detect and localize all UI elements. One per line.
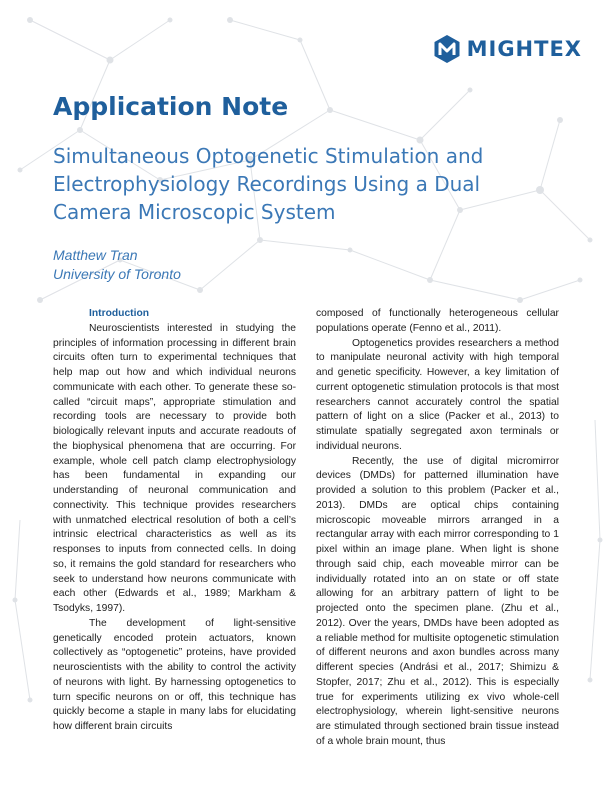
author-affiliation: University of Toronto: [53, 266, 181, 282]
paragraph: Recently, the use of digital micromirror devices (DMDs) for patterned illumination have provided a solution to this problem (Packer et al., 2013). DMDs are optical chips containing microscopic moveable mirrors arranged in a rectangular array with each mirror corresponding to 1 pixel within an image plane. When light is shone through said chip, each moveable mirror can be individually rotated into an on state or off state allowing for an arbitrary pattern of light to be projected onto the specimen plane. (Zhu et al., 2012). Over the years, DMDs have been adopted as a reliable method for multisite optogenetic stimulation of different neurons and axon bundles across many different species (Andrási et al., 2017; Shimizu & Stopfer, 2017; Zhu et al., 2012). This is especially true for experiments utilizing ex vivo whole-cell electrophysiology, wherein light-sensitive neurons are stimulated through sectioned brain tissue instead of a whole brain mount, thus: [316, 455, 559, 747]
author-name: Matthew Tran: [53, 247, 138, 263]
document-type-title: Application Note: [53, 92, 289, 121]
document-subtitle: Simultaneous Optogenetic Stimulation and Electrophysiology Recordings Using a Dual Camera Microscopic System: [53, 144, 484, 224]
brand-name: MIGHTEX: [466, 37, 582, 61]
mightex-logo: [432, 34, 582, 64]
paragraph: The development of light-sensitive genetically encoded protein actuators, known collectively as “optogenetic” proteins, have provided neuroscientists with the ability to control the activity of neurons with light. By harnessing optogenetics to turn specific neurons on or off, this technique has quickly become a staple in many labs for elucidating how different brain circuits: [53, 617, 296, 732]
paragraph: Optogenetics provides researchers a method to manipulate neuronal activity with high temporal and genetic specificity. However, a key limitation of current optogenetic stimulation protocols is that most researchers cannot accurately control the spatial pattern of light on a slice (Packer et al., 2013) to stimulate spatially segregated axon terminals or individual neurons.: [316, 337, 559, 452]
mightex-m-hexagon-icon: [432, 34, 462, 64]
author-block: [53, 246, 181, 284]
body-columns: [53, 307, 559, 767]
right-column: [316, 307, 559, 767]
section-heading-introduction: Introduction: [89, 308, 150, 319]
paragraph: Neuroscientists interested in studying the principles of information processing in different brain circuits often turn to experimental techniques that help map out how and which individual neurons communicate with each other. To generate these so-called “circuit maps”, appropriate stimulation and recording tools are necessary to provide both biologically relevant inputs and accurate readouts of the biophysical phenomena that are occurring. For example, whole cell patch clamp electrophysiology has been fundamental in expanding our understanding of neuronal communication and connectivity. This technique provides researchers with unmatched electrical resolution of both a cell’s intrinsic electrical characteristics as well as its responses to inputs from connected cells. In doing so, it remains the gold standard for researchers who seek to understand how neurons communicate with each other (Edwards et al., 1989; Markham & Tsodyks, 1997).: [53, 322, 296, 614]
left-column: [53, 307, 296, 767]
paragraph: composed of functionally heterogeneous cellular populations operate (Fenno et al., 2011).: [316, 308, 559, 334]
